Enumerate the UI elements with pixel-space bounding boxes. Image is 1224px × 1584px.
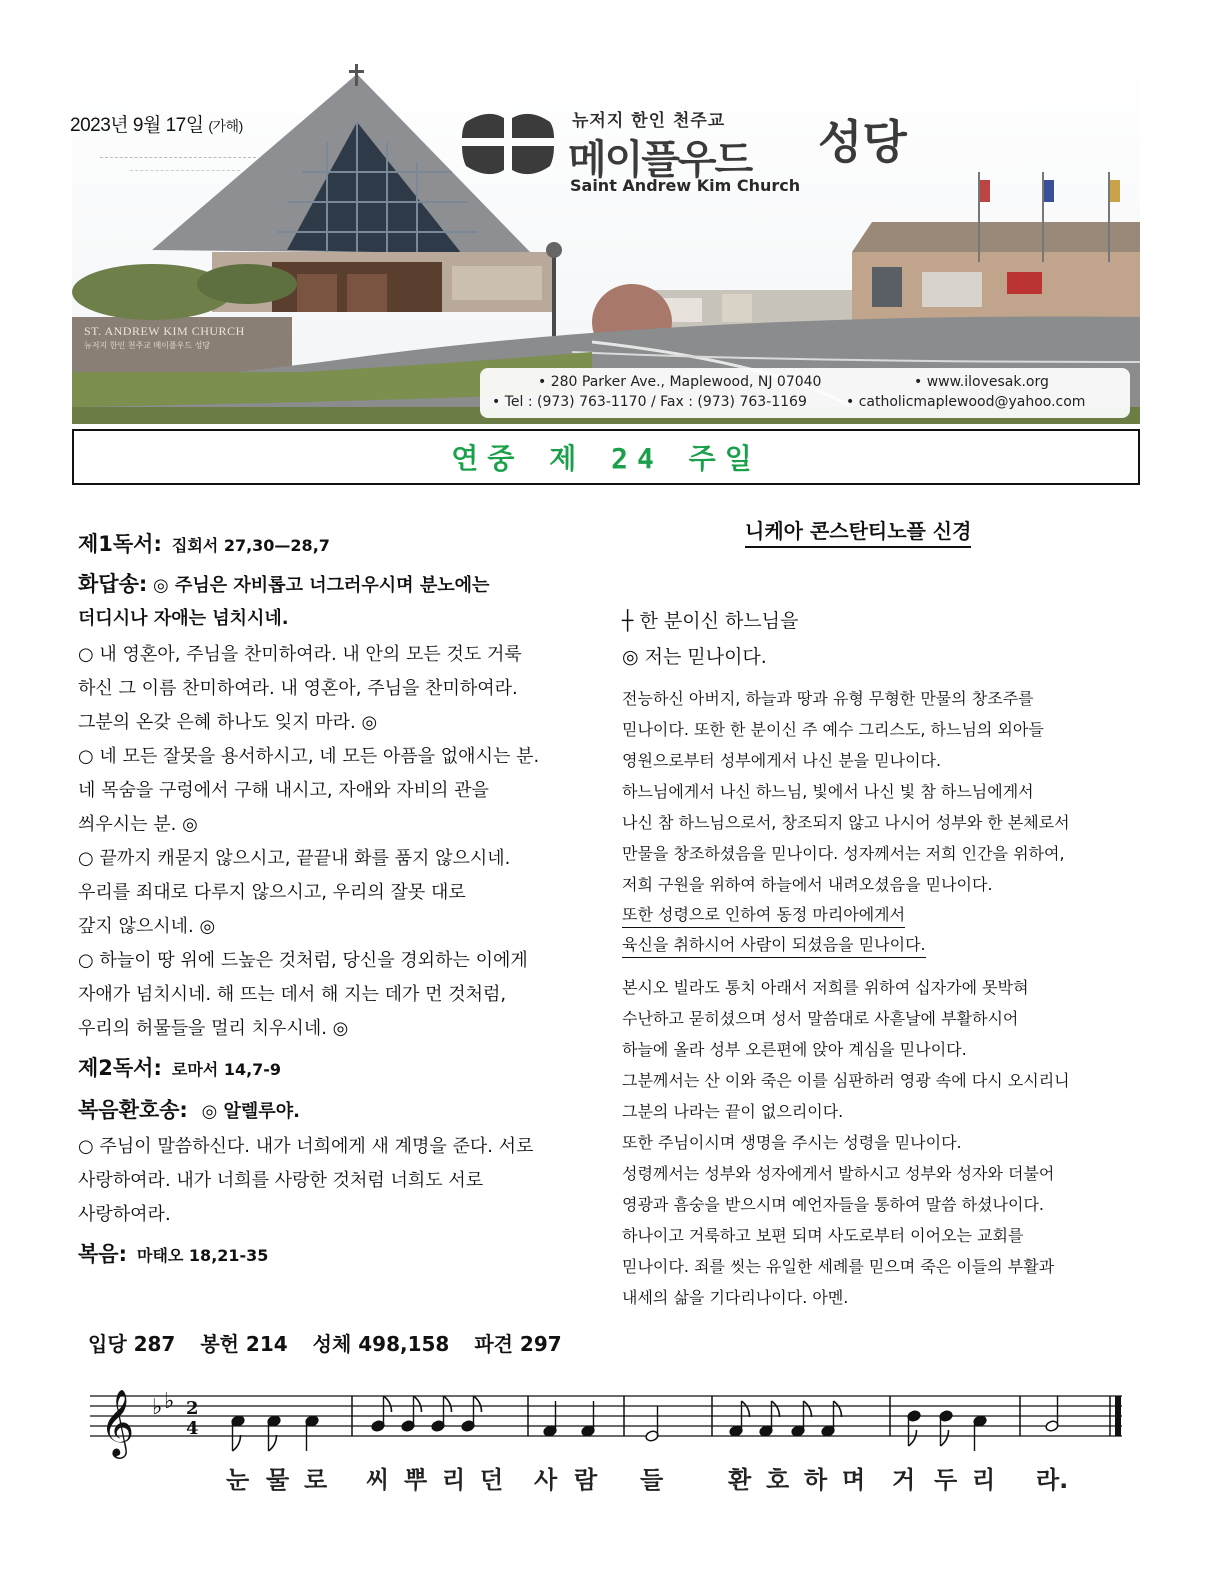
- psalm-response: [78, 568, 489, 598]
- communion-hymn: 성체 498,158: [312, 1332, 450, 1356]
- offertory-hymn: 봉헌 214: [200, 1332, 288, 1356]
- psalm-line: 우리의 허물들을 멀리 치우시네. ◎: [78, 1018, 349, 1039]
- lyric-syllable: 눈: [226, 1466, 250, 1494]
- psalm-line: 그분의 온갖 은혜 하나도 잊지 마라. ◎: [78, 712, 378, 733]
- decorative-dash: [100, 157, 256, 158]
- creed-line: 영원으로부터 성부에게서 나신 분을 믿나이다.: [622, 751, 942, 770]
- creed-line: 본시오 빌라도 통치 아래서 저희를 위하여 십자가에 못박혀: [622, 978, 1029, 997]
- final-barline: [1115, 1396, 1121, 1436]
- creed-line: 내세의 삶을 기다리나이다. 아멘.: [622, 1288, 849, 1307]
- psalm-line: 하신 그 이름 찬미하여라. 내 영혼아, 주님을 찬미하여라.: [78, 678, 518, 699]
- creed-opening: ┼ 한 분이신 하느님을: [622, 610, 799, 632]
- lyric-syllable: 거: [892, 1466, 916, 1494]
- treble-clef-icon: 𝄞: [100, 1388, 135, 1456]
- lyric-syllable: 호: [766, 1466, 790, 1494]
- entrance-hymn: 입당 287: [88, 1332, 176, 1356]
- note-flag: [444, 1396, 452, 1412]
- psalm-line: 우리를 죄대로 다루지 않으시고, 우리의 잘못 대로: [78, 882, 466, 903]
- psalm-line: 자애가 넘치시네. 해 뜨는 데서 해 지는 데가 먼 것처럼,: [78, 984, 507, 1005]
- address: • 280 Parker Ave., Maplewood, NJ 07040: [538, 374, 822, 390]
- logo-name: 메이플우드: [568, 137, 752, 183]
- psalm-response-2: 더디시나 자애는 넘치시네.: [78, 608, 289, 629]
- liturgical-year: (가해): [208, 118, 243, 134]
- creed-underlined-line: 육신을 취하시어 사람이 되셨음을 믿나이다.: [622, 932, 926, 958]
- lyric-syllable: 하: [804, 1466, 828, 1494]
- church-sign-main: ST. ANDREW KIM CHURCH: [84, 324, 245, 338]
- psalm-label: 화답송:: [78, 572, 148, 596]
- email: • catholicmaplewood@yahoo.com: [846, 394, 1086, 410]
- creed-opening: ◎ 저는 믿나이다.: [622, 646, 767, 668]
- creed-title: 니케아 콘스탄티노플 신경: [745, 515, 971, 548]
- phone-fax: • Tel : (973) 763-1170 / Fax : (973) 763-1169: [492, 394, 807, 410]
- church-logo-icon: [458, 108, 558, 180]
- psalm-line: 씌우시는 분. ◎: [78, 814, 198, 835]
- creed-line: 그분께서는 산 이와 죽은 이를 심판하러 영광 속에 다시 오시리니: [622, 1071, 1070, 1090]
- creed-line: 만물을 창조하셨음을 믿나이다. 성자께서는 저희 인간을 위하여,: [622, 844, 1065, 863]
- note-flag: [384, 1396, 392, 1412]
- creed-line: 하나이고 거룩하고 보편 되며 사도로부터 이어오는 교회를: [622, 1226, 1024, 1245]
- time-signature-top: 2: [186, 1398, 199, 1419]
- creed-line: 믿나이다. 또한 한 분이신 주 예수 그리스도, 하느님의 외아들: [622, 720, 1044, 739]
- creed-line: 수난하고 묻히셨으며 성서 말씀대로 사흗날에 부활하시어: [622, 1009, 1019, 1028]
- second-reading: [78, 1052, 281, 1082]
- psalm-line: ○ 네 모든 잘못을 용서하시고, 네 모든 아픔을 없애시는 분.: [78, 746, 540, 767]
- lyric-syllable: 람: [574, 1466, 598, 1494]
- note-flag: [474, 1396, 482, 1412]
- creed-line: 저희 구원을 위하여 하늘에서 내려오셨음을 믿나이다.: [622, 875, 993, 894]
- bulletin-date: [70, 110, 243, 137]
- music-staff: [90, 1380, 1130, 1460]
- lyric-syllable: 물: [266, 1466, 290, 1494]
- first-reading-label: 제1독서:: [78, 532, 162, 556]
- lyric-syllable: 뿌: [404, 1466, 428, 1494]
- logo-english-name: Saint Andrew Kim Church: [570, 176, 801, 195]
- lyric-syllable: 두: [934, 1466, 958, 1494]
- creed-line: 믿나이다. 죄를 씻는 유일한 세례를 믿으며 죽은 이들의 부활과: [622, 1257, 1055, 1276]
- creed-line: 성령께서는 성부와 성자에게서 발하시고 성부와 성자와 더불어: [622, 1164, 1055, 1183]
- note-flag: [233, 1435, 241, 1451]
- note-flag: [742, 1401, 750, 1417]
- lyric-syllable: 들: [640, 1466, 664, 1494]
- note-flag: [909, 1430, 917, 1446]
- note-flag: [772, 1401, 780, 1417]
- second-reading-label: 제2독서:: [78, 1056, 162, 1080]
- website: • www.ilovesak.org: [914, 374, 1049, 390]
- creed-line: 또한 주님이시며 생명을 주시는 성령을 믿나이다.: [622, 1133, 962, 1152]
- notes: [231, 1396, 1059, 1451]
- lyric-syllable: 사: [534, 1466, 558, 1494]
- decorative-dash: [130, 170, 240, 171]
- first-reading-ref: 집회서 27,30—28,7: [171, 536, 330, 555]
- alleluia-label: 복음환호송:: [78, 1098, 188, 1122]
- note-flag: [941, 1430, 949, 1446]
- psalm-line: ○ 하늘이 땅 위에 드높은 것처럼, 당신을 경외하는 이에게: [78, 950, 528, 971]
- lyric-syllable: 라.: [1036, 1466, 1069, 1494]
- lyric-syllable: 던: [480, 1466, 504, 1494]
- lyric-syllable: 환: [728, 1466, 752, 1494]
- sunday-title: 연중 제 24 주일: [451, 442, 761, 475]
- recessional-hymn: 파견 297: [474, 1332, 562, 1356]
- psalm-line: 갚지 않으시네. ◎: [78, 916, 216, 937]
- creed-line: 나신 참 하느님으로서, 창조되지 않고 나시어 성부와 한 본체로서: [622, 813, 1070, 832]
- flat-icon: ♭: [152, 1395, 163, 1420]
- creed-line: 하느님에게서 나신 하느님, 빛에서 나신 빛 참 하느님에게서: [622, 782, 1034, 801]
- lyric-syllable: 리: [442, 1466, 466, 1494]
- note-flag: [414, 1396, 422, 1412]
- second-reading-ref: 로마서 14,7-9: [171, 1060, 282, 1079]
- note-flag: [804, 1401, 812, 1417]
- lyric-syllable: 리: [972, 1466, 996, 1494]
- flat-icon: ♭: [164, 1389, 175, 1414]
- contact-info-box: [480, 368, 1130, 418]
- gospel-label: 복음:: [78, 1242, 127, 1266]
- sunday-title-box: [72, 429, 1140, 485]
- alleluia-line: ○ 주님이 말씀하신다. 내가 너희에게 새 계명을 준다. 서로: [78, 1136, 534, 1157]
- creed-line: 영광과 흠숭을 받으시며 예언자들을 통하여 말씀 하셨나이다.: [622, 1195, 1045, 1214]
- psalm-line: ○ 끝까지 캐묻지 않으시고, 끝끝내 화를 품지 않으시네.: [78, 848, 511, 869]
- creed-line: 그분의 나라는 끝이 없으리이다.: [622, 1102, 844, 1121]
- gospel-acclamation: [78, 1094, 300, 1124]
- time-signature-bottom: 4: [186, 1418, 199, 1439]
- alleluia-text: ◎ 알렐루야.: [201, 1101, 300, 1122]
- logo-heart-text: 성당: [818, 115, 907, 169]
- alleluia-line: 사랑하여라.: [78, 1204, 171, 1225]
- lyric-syllable: 며: [842, 1466, 866, 1494]
- note-flag: [834, 1401, 842, 1417]
- date-text: 2023년 9월 17일: [70, 115, 204, 136]
- lyric-syllable: 로: [304, 1466, 328, 1494]
- church-sign-sub: 뉴저지 한인 천주교 메이플우드 성당: [84, 341, 211, 350]
- creed-line: 전능하신 아버지, 하늘과 땅과 유형 무형한 만물의 창조주를: [622, 689, 1034, 708]
- first-reading: [78, 528, 330, 558]
- gospel: [78, 1238, 268, 1268]
- hymn-numbers: [88, 1328, 580, 1357]
- creed-underlined-line: 또한 성령으로 인하여 동정 마리아에게서: [622, 902, 905, 928]
- gospel-ref: 마태오 18,21-35: [136, 1246, 269, 1265]
- psalm-line: 네 목숨을 구렁에서 구해 내시고, 자애와 자비의 관을: [78, 780, 489, 801]
- logo-subtitle: 뉴저지 한인 천주교: [572, 111, 726, 131]
- creed-line: 하늘에 올라 성부 오른편에 앉아 계심을 믿나이다.: [622, 1040, 967, 1059]
- note-flag: [269, 1435, 277, 1451]
- psalm-response-1: ◎ 주님은 자비롭고 너그러우시며 분노에는: [153, 575, 490, 596]
- psalm-line: ○ 내 영혼아, 주님을 찬미하여라. 내 안의 모든 것도 거룩: [78, 644, 522, 665]
- lyric-syllable: 씨: [366, 1466, 390, 1494]
- alleluia-line: 사랑하여라. 내가 너희를 사랑한 것처럼 너희도 서로: [78, 1170, 484, 1191]
